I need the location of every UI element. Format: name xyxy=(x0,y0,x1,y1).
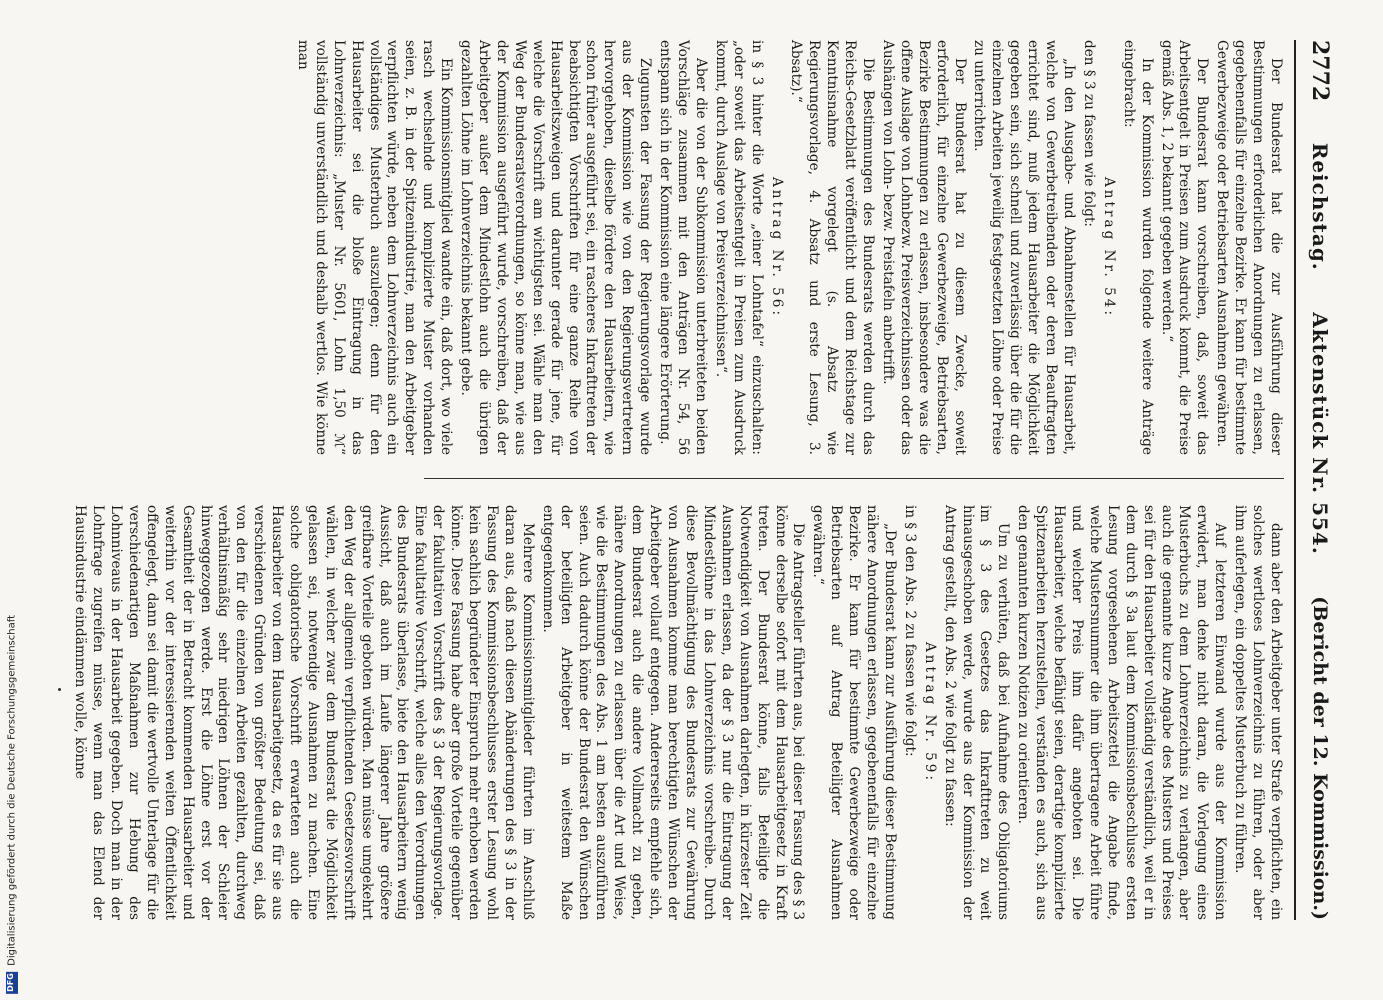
paragraph: Der Bundesrat hat die zur Ausführung dieser Bestimmungen erforderlichen Anordnungen zu erlassen, gegebenenfalls für einzelne Bezirke. Er kann für bestimmte Gewerbezweige oder Betriebsarten Ausnahmen gewähren. xyxy=(1214,40,1284,455)
paragraph: Auf letzteren Einwand wurde aus der Kommission erwidert, man denke nicht daran, die Vorlegung eines Musterbuchs zu dem Lohnverzeichnis zu verlangen, aber auch die genannte kurze Angabe des Musters und Preises sei für den Hausarbeiter vollständig verständlich, weil er in dem durch § 3a laut dem Kommissionsbeschlusse ersten Lesung vorgesehenen Arbeitszettel die Angabe finde, welche Mustersnummer die ihm übertragene Arbeit führe und welcher Preis ihm dafür angeboten sei. Die Hausarbeiter, welche befähigt seien, derartige komplizierte Spitzenarbeiten herzustellen, verständen es auch, sich aus den genannten kurzen Notizen zu orientieren. xyxy=(1015,505,1229,920)
right-column xyxy=(72,505,1284,920)
report-subtitle: (Bericht der 12. Kommission.) xyxy=(1309,596,1331,920)
dfg-logo: DFG xyxy=(6,972,18,994)
left-column xyxy=(294,40,1284,455)
paragraph: Aber die von der Subkommission unterbreiteten beiden Vorschläge zusammen mit den Anträgen Nr. 54, 56 entspann sich in der Kommission eine längere Erörterung. xyxy=(657,40,709,455)
document-page xyxy=(0,40,1340,940)
column-divider xyxy=(424,478,1284,479)
paragraph: Der Bundesrat hat zu diesem Zwecke, soweit erforderlich, für einzelne Gewerbezweige, Betriebsarten, Bezirke Bestimmungen zu erlassen, insbesondere was die offene Auslage von Lohnbezw. Preisverzeichnissen oder das Aushängen von Lohn- bezw. Preistafeln anbetrifft. xyxy=(879,40,968,455)
scan-speck xyxy=(58,688,61,691)
paragraph: „Der Bundesrat kann zur Ausführung dieser Bestimmung nähere Anordnungen erlassen, gegebenenfalls für einzelne Bezirke. Er kann für bestimmte Gewerbezweige oder Betriebsarten auf Antrag Beteiligter Ausnahmen gewähren.“ xyxy=(810,505,898,920)
paragraph: Antrag Nr. 59: xyxy=(921,641,938,784)
document-number: Aktenstück Nr. 554. xyxy=(1308,312,1332,555)
page-number: 2772 xyxy=(1307,40,1333,102)
paragraph: Um zu verhüten, daß bei Aufnahme des Obligatoriums im § 3 des Gesetzes das Inkrafttreten zu weit hinausgeschoben werde, wurde aus der Kommission der Antrag gestellt, den Abs. 2 wie folgt zu fassen: xyxy=(941,505,1012,920)
paragraph: Ein Kommissionsmitglied wandte ein, daß dort, wo viele rasch wechselnde und komplizierte Muster vorhanden seien, z. B. in der Spitzenindustrie, man den Arbeitgeber verpflichten würde, neben dem Lohnverzeichnis auch ein vollständiges Musterbuch auszulegen; denn für den Hausarbeiter sei die bloße Eintragung in das Lohnverzeichnis: „Muster Nr. 5601, Lohn 1,50 ℳ“ vollständig unverständlich und deshalb wertlos. Wie könne man xyxy=(294,40,455,455)
paragraph: Die Bestimmungen des Bundesrats werden durch das Reichs-Gesetzblatt veröffentlicht und dem Reichstage zur Kenntnisnahme vorgelegt (s. Absatz wie Regierungsvorlage, 4. Absatz und erste Lesung, 3. Absatz).“ xyxy=(788,40,877,455)
paragraph: den § 3 zu fassen wie folgt: xyxy=(1080,40,1097,228)
paragraph: Antrag Nr. 54: xyxy=(1100,176,1117,319)
credit-text: Digitalisierung gefördert durch die Deutsche Forschungsgemeinschaft xyxy=(6,615,18,966)
page-header xyxy=(1300,40,1340,920)
paragraph: Mehrere Kommissionsmitglieder führten im Anschluß daran aus, daß nach diesen Abänderungen des § 3 in der Fassung des Kommissionsbeschlusses erster Lesung wohl kein sachlich begründeter Einspruch mehr erhoben werden könne. Diese Fassung habe aber große Vorteile gegenüber der fakultativen Vorschrift des § 3 der Regierungsvorlage. Eine fakultative Vorschrift, welche alles den Verordnungen des Bundesrats überlasse, biete den Hausarbeitern wenig Aussicht, daß auch im Laufe längerer Jahre größere greifbare Vorteile geboten würden. Man müsse umgekehrt den Weg der allgemein verpflichtenden Gesetzesvorschrift wählen, in welcher zwar dem Bundesrat die Möglichkeit gelassen sei, notwendige Ausnahmen zu machen. Eine solche obligatorische Vorschrift erwarteten auch die Hausarbeiter von dem Hausarbeitgesetz, da es für sie aus verschiedenen Gründen von größter Bedeutung sei, daß von den für die einzelnen Arbeiten gezahlten, durchweg verhältnismäßig sehr niedrigen Löhnen der Schleier hinweggezogen werde. Erst die Löhne erst vor der Gesamtheit der in Betracht kommenden Hausarbeiter und weiterhin vor der interessierenden weiten Öffentlichkeit offengelegt, dann sei damit die wertvolle Unterlage für die verschiedenartigen Maßnahmen zur Hebung des Lohnniveaus in der Hausarbeit gegeben. Doch man in der Lohnfrage zugreifen müsse, wenn man das Elend der Hausindustrie eindämmen wolle, könne xyxy=(72,505,536,920)
paragraph: In der Kommission wurden folgende weitere Anträge eingebracht: xyxy=(1120,40,1155,455)
paragraph: Antrag Nr. 56: xyxy=(768,176,785,319)
paragraph: in § 3 den Abs. 2 zu fassen wie folgt: xyxy=(901,505,918,757)
paragraph: Die Antragsteller führten aus, bei dieser Fassung des § 3 könne derselbe sofort mit dem Hausarbeitgesetz in Kraft treten. Der Bundesrat könne, falls Beteiligte die Notwendigkeit von Ausnahmen darlegten, in kürzester Zeit Ausnahmen erlassen, da der § 3 nur die Eintragung der Mindestlöhne in das Lohnverzeichnis vorschreibe. Durch diese Bevollmächtigung des Bundesrats zur Gewährung von Ausnahmen komme man berechtigten Wünschen der Arbeitgeber vollauf entgegen. Andererseits empfehle sich, dem Bundesrat auch die andere Vollmacht zu geben, nähere Anordnungen zu erlassen über die Art und Weise, wie die Bestimmungen des Abs. 1 am besten auszuführen seien. Auch dadurch könne der Bundesrat den Wünschen der beteiligten Arbeitgeber in weitestem Maße entgegenkommen. xyxy=(539,505,807,920)
paragraph: „In den Ausgabe- und Abnahmestellen für Hausarbeit, welche von Gewerbetreibenden oder deren Beauftragten errichtet sind, muß jedem Hausarbeiter die Möglichkeit gegeben sein, sich schnell und zuverlässig über die für die einzelnen Arbeiten jeweilig festgesetzten Löhne oder Preise zu unterrichten. xyxy=(971,40,1078,455)
digitization-credit xyxy=(6,615,18,994)
paragraph: Zugunsten der Fassung der Regierungsvorlage wurde aus der Kommission wie von den Regierungsvertretern hervorgehoben, dieselbe fördere den Hausarbeitern, wie schon früher ausgeführt sei, ein rascheres Inkrafttreten der beabsichtigten Vorschriften für eine ganze Reihe von Hausarbeitszweigen und darunter gerade für jene, für welche die Vorschrift am wichtigsten sei. Wähle man den Weg der Bundesratsverordnungen, so könne man, wie aus der Kommission ausgeführt wurde, vorschreiben, daß der Arbeitgeber außer dem Mindestlohn auch die übrigen gezahlten Löhne im Lohnverzeichnis bekannt gebe. xyxy=(458,40,654,455)
paragraph: in § 3 hinter die Worte „einer Lohntafel“ einzuschalten: „oder soweit das Arbeitsentgelt in Preisen zum Ausdruck kommt, durch Auslage von Preisverzeichnissen“. xyxy=(712,40,765,455)
header-rule xyxy=(1294,40,1296,920)
journal-title: Reichstag. xyxy=(1308,142,1332,271)
paragraph: Der Bundesrat kann vorschreiben, daß, soweit das Arbeitsentgelt in Preisen zum Ausdruck kommt, die Preise gemäß Abs. 1, 2 bekannt gegeben werden.“ xyxy=(1158,40,1211,455)
paragraph: dann aber den Arbeitgeber unter Strafe verpflichten, ein solches wertloses Lohnverzeichnis zu führen, oder aber ihm auferlegen, ein doppeltes Musterbuch zu führen. xyxy=(1232,505,1284,920)
